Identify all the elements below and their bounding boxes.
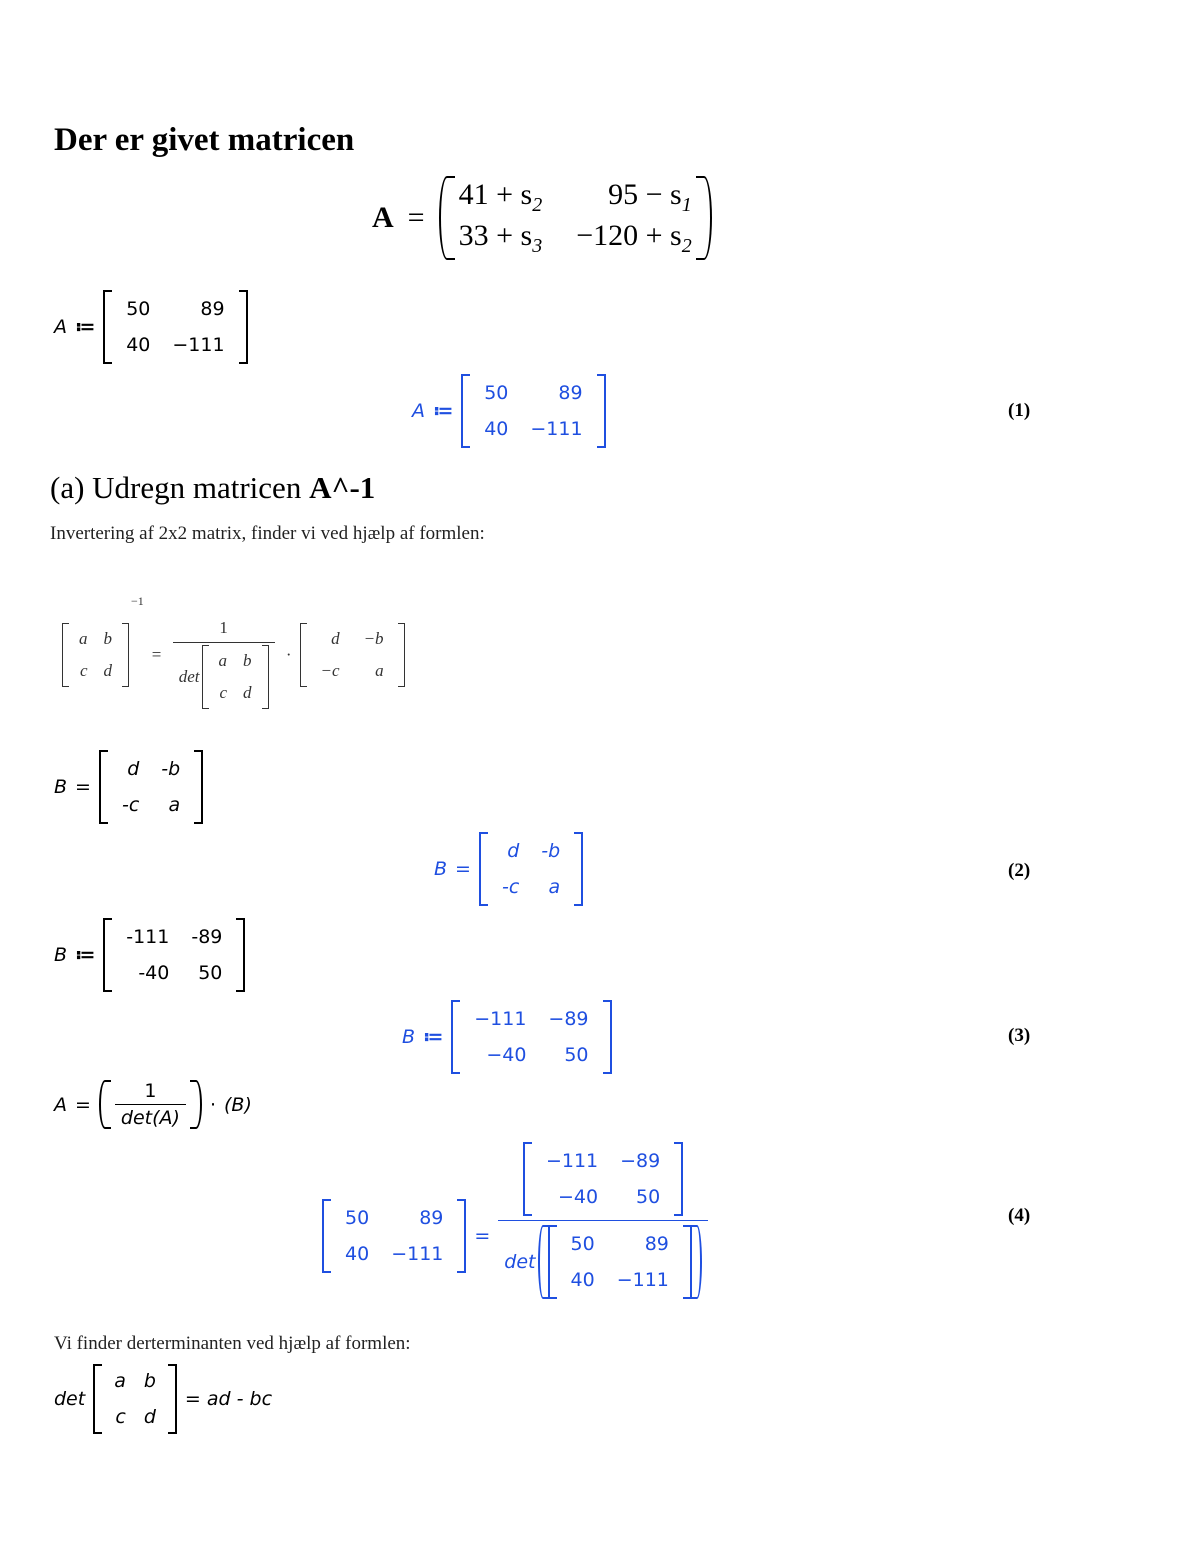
given-cell-11: $41 + s_2$	[458, 178, 543, 216]
output-b-symbolic: B = d -b -c a	[434, 832, 583, 906]
given-cell-22: $-120 + s_2$	[576, 219, 692, 257]
given-matrix	[439, 176, 712, 260]
equation-number-1: (1)	[1008, 400, 1031, 421]
input-assign-a[interactable]: A ≔ 50 89 40 −111	[54, 290, 248, 364]
given-eq: =	[407, 201, 425, 234]
input-b-numeric[interactable]: B ≔ -111 -89 -40 50	[54, 918, 245, 992]
input-inverse-expression[interactable]: A = $\frac{1}{\det(A)}$ · (B)	[54, 1080, 252, 1129]
input1-matrix: 50 89 40 −111	[103, 290, 247, 364]
output-assign-a: A ≔ 50 89 40 −111	[412, 374, 606, 448]
paragraph-determinant: Vi finder derterminanten ved hjælp af formlen:	[54, 1333, 411, 1354]
paragraph-inversion: Invertering af 2x2 matrix, finder vi ved hjælp af formlen:	[50, 523, 485, 544]
input-b-symbolic[interactable]: B = d -b -c a	[54, 750, 203, 824]
output1-matrix: 50 89 40 −111	[461, 374, 605, 448]
output-b-numeric: B ≔ −111 −89 −40 50	[402, 1000, 612, 1074]
given-cell-12: $95 - s_1$	[608, 178, 692, 216]
section-heading-a: (a) Udregn matricen A^-1	[50, 470, 376, 505]
equation-number-2: (2)	[1008, 860, 1031, 881]
inverse-formula: a b c d −1 = 1 det a b c d · d −b −c a	[62, 600, 405, 709]
equation-number-4: (4)	[1008, 1205, 1031, 1226]
given-matrix-equation	[372, 176, 712, 260]
output-inverse-expression: 50 89 40 −111 = −111 −89 −40 50 det 50 89 40 −111	[322, 1142, 708, 1299]
determinant-formula: det a b c d = ad - bc	[54, 1364, 272, 1434]
equation-number-3: (3)	[1008, 1025, 1031, 1046]
page-title: Der er givet matricen	[54, 122, 355, 158]
given-cell-21: $33 + s_3$	[458, 219, 543, 257]
given-lhs: A	[372, 201, 394, 234]
